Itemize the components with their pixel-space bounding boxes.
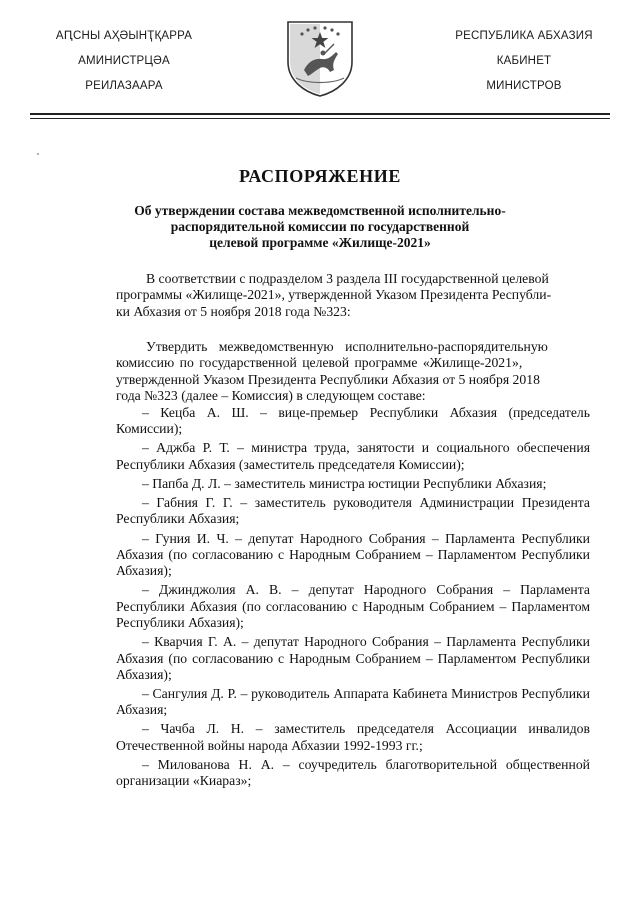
intro-line: В соответствии с подразделом 3 раздела III государственной целевой [146, 271, 549, 286]
decree-line: года №323 (далее – Комиссия) в следующем составе: [116, 387, 426, 403]
member-item: – Милованова Н. А. – соучредитель благотворительной общественной организации «Киараз»; [116, 756, 590, 789]
subject-line: Об утверждении состава межведомственной исполнительно- [134, 203, 506, 218]
decree-line: комиссию по государственной целевой программе «Жилище-2021», [116, 355, 523, 371]
intro-line: ки Абхазия от 5 ноября 2018 года №323: [116, 303, 351, 319]
member-item: – Кецба А. Ш. – вице-премьер Республики Абхазия (председатель Комиссии); [116, 405, 590, 437]
coat-of-arms-icon [284, 18, 356, 98]
header-divider-thick [30, 113, 610, 115]
intro-line: программы «Жилище-2021», утвержденной Указом Президента Республи- [116, 287, 552, 303]
header-left-line: РЕИЛАЗААРА [85, 80, 163, 92]
header-divider-thin [30, 118, 610, 119]
document-subject [100, 203, 540, 251]
scan-speck [37, 153, 39, 155]
decree-line: Утвердить межведомственную исполнительно-распорядительную [146, 339, 548, 354]
member-item: – Аджба Р. Т. – министра труда, занятости и социального обеспечения Республики Абхазия (заместитель председателя Комиссии); [116, 440, 590, 472]
member-item: – Гуния И. Ч. – депутат Народного Собрания – Парламента Республики Абхазия (по согласованию с Народным Собранием – Парламентом Республики Абхазия); [116, 530, 590, 579]
member-item: – Кварчия Г. А. – депутат Народного Собрания – Парламента Республики Абхазия (по согласованию с Народным Собранием – Парламентом Республики Абхазия); [116, 634, 590, 682]
subject-line: распорядительной комиссии по государственной [170, 219, 470, 234]
subject-line: целевой программе «Жилище-2021» [209, 235, 431, 250]
header-right-block [424, 24, 624, 99]
header-left-line: АМИНИСТРЦӘА [78, 55, 170, 67]
header-right-line: КАБИНЕТ [496, 55, 552, 67]
member-item: – Сангулия Д. Р. – руководитель Аппарата Кабинета Министров Республики Абхазия; [116, 685, 590, 718]
decree-line: утвержденной Указом Президента Республики Абхазия от 5 ноября 2018 [116, 371, 540, 387]
intro-paragraph [116, 271, 590, 320]
member-item: – Джинджолия А. В. – депутат Народного Собрания – Парламента Республики Абхазия (по согласованию с Народным Собранием – Парламентом Республики Абхазия); [116, 582, 590, 631]
header-left-block [24, 24, 224, 99]
header-right-line: МИНИСТРОВ [486, 80, 562, 92]
member-item: – Чачба Л. Н. – заместитель председателя Ассоциации инвалидов Отечественной войны народа Абхазии 1992-1993 гг.; [116, 721, 590, 753]
document-title: РАСПОРЯЖЕНИЕ [239, 166, 401, 186]
member-item: – Папба Д. Л. – заместитель министра юстиции Республики Абхазия; [142, 475, 547, 491]
header-left-line: АԤСНЫ АҲӘЫНҬҚАРРА [55, 30, 193, 42]
decree-paragraph [116, 339, 590, 404]
member-item: – Габния Г. Г. – заместитель руководителя Администрации Президента Республики Абхазия; [116, 495, 590, 527]
header-right-line: РЕСПУБЛИКА АБХАЗИЯ [455, 30, 593, 42]
commission-members-list [116, 405, 590, 792]
